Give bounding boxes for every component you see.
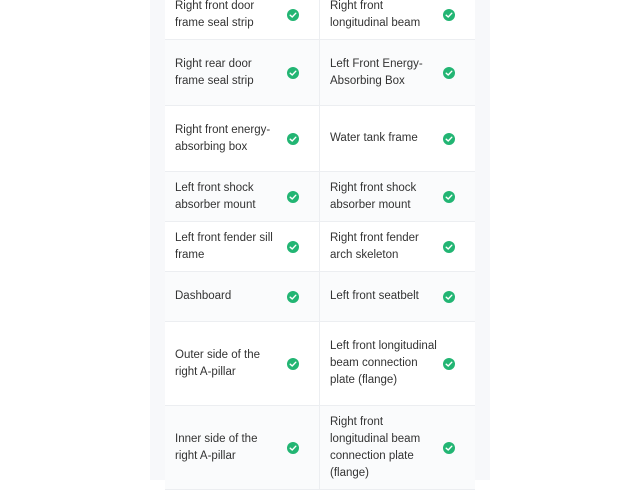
table-row <box>165 222 475 272</box>
table-cell <box>165 406 320 489</box>
item-label: Right front energy-absorbing box <box>175 123 271 153</box>
item-label: Right front fender arch skeleton <box>330 231 419 261</box>
item-label: Right front door frame seal strip <box>175 0 255 29</box>
item-label: Left front longitudinal beam connection plate (flange) <box>330 340 437 386</box>
check-circle-icon <box>443 241 455 253</box>
check-circle-icon <box>443 358 455 370</box>
table-cell <box>165 172 320 221</box>
item-label: Right front shock absorber mount <box>330 181 417 211</box>
table-cell <box>165 272 320 321</box>
table-cell <box>165 222 320 271</box>
table-cell <box>320 272 475 321</box>
item-label: Outer side of the right A-pillar <box>175 348 261 378</box>
item-label: Right front longitudinal beam <box>330 0 421 29</box>
item-label: Inner side of the right A-pillar <box>175 432 258 462</box>
item-label: Water tank frame <box>330 132 418 144</box>
check-circle-icon <box>443 442 455 454</box>
table-row <box>165 40 475 106</box>
table-row <box>165 172 475 222</box>
check-circle-icon <box>287 358 299 370</box>
table-row <box>165 272 475 322</box>
check-circle-icon <box>287 442 299 454</box>
check-circle-icon <box>287 67 299 79</box>
table-cell <box>320 106 475 171</box>
check-circle-icon <box>287 241 299 253</box>
table-cell <box>320 172 475 221</box>
item-label: Left front fender sill frame <box>175 231 273 261</box>
check-circle-icon <box>443 291 455 303</box>
table-row <box>165 322 475 406</box>
check-circle-icon <box>287 133 299 145</box>
table-row <box>165 106 475 172</box>
table-cell <box>320 406 475 489</box>
table-cell <box>165 40 320 105</box>
check-circle-icon <box>443 133 455 145</box>
table-cell <box>165 0 320 39</box>
check-circle-icon <box>287 191 299 203</box>
item-label: Dashboard <box>175 290 232 302</box>
item-label: Right rear door frame seal strip <box>175 57 254 87</box>
table-cell <box>320 222 475 271</box>
item-label: Left front shock absorber mount <box>175 181 256 211</box>
table-cell <box>165 106 320 171</box>
table-row <box>165 0 475 40</box>
check-circle-icon <box>443 191 455 203</box>
inspection-checklist-table <box>165 0 475 490</box>
table-cell <box>320 322 475 405</box>
table-cell <box>320 0 475 39</box>
table-cell <box>165 322 320 405</box>
item-label: Left Front Energy-Absorbing Box <box>330 57 423 87</box>
item-label: Right front longitudinal beam connection plate (flange) <box>330 415 421 479</box>
item-label: Left front seatbelt <box>330 290 419 302</box>
check-circle-icon <box>443 9 455 21</box>
table-row <box>165 406 475 490</box>
check-circle-icon <box>287 9 299 21</box>
check-circle-icon <box>287 291 299 303</box>
check-circle-icon <box>443 67 455 79</box>
table-cell <box>320 40 475 105</box>
